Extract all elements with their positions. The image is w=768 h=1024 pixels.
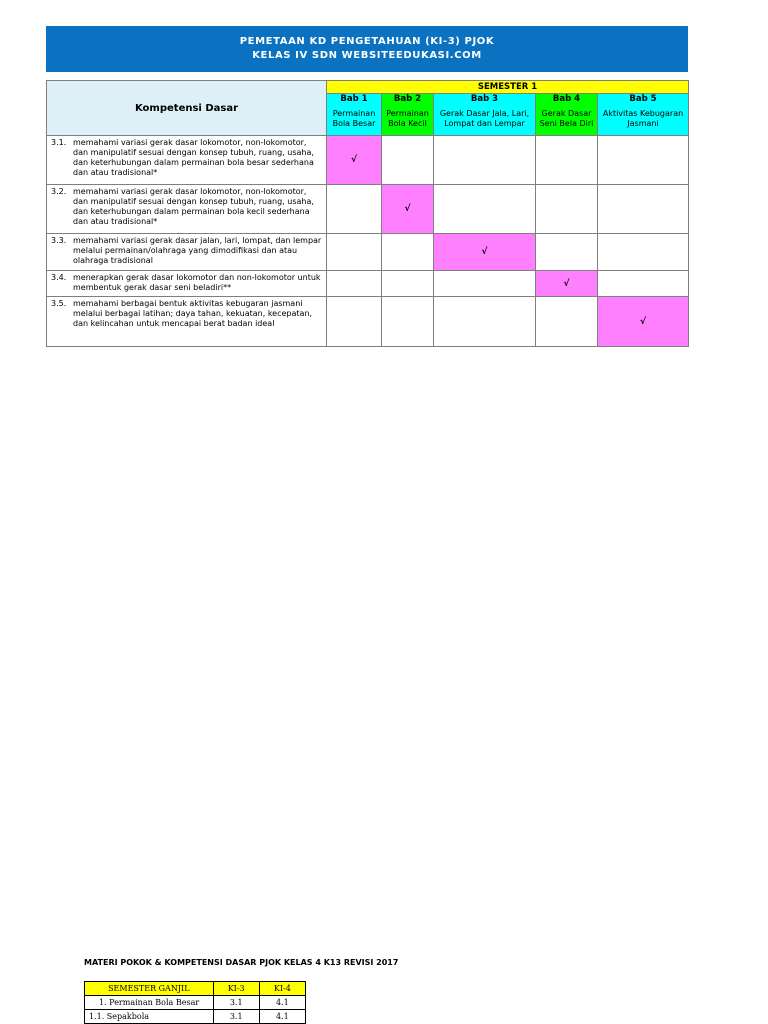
empty-cell — [598, 234, 689, 271]
bab-number: Bab 4 — [552, 94, 581, 104]
bab-number: Bab 1 — [340, 94, 368, 104]
empty-cell — [434, 136, 536, 185]
empty-cell — [382, 136, 434, 185]
empty-cell — [434, 297, 536, 347]
kd-row — [47, 297, 689, 347]
empty-cell — [327, 297, 382, 347]
kd-number: 3.3. — [51, 236, 67, 245]
title-line-2: KELAS IV SDN WEBSITEEDUKASI.COM — [252, 50, 482, 61]
materi-header-cell: KI-4 — [259, 982, 305, 996]
bab-description: Aktivitas Kebugaran Jasmani — [602, 109, 684, 128]
empty-cell — [382, 271, 434, 297]
kd-number: 3.4. — [51, 273, 67, 282]
bab-header-1 — [327, 94, 382, 136]
kd-description-cell — [47, 136, 327, 185]
empty-cell — [327, 271, 382, 297]
semester-header: SEMESTER 1 — [327, 81, 689, 94]
empty-cell — [536, 297, 598, 347]
empty-cell — [327, 185, 382, 234]
kd-description-cell — [47, 297, 327, 347]
materi-header-cell: KI-3 — [213, 982, 259, 996]
check-mark-cell: √ — [382, 185, 434, 234]
bab-header-4 — [536, 94, 598, 136]
kd-number: 3.5. — [51, 299, 67, 308]
kd-text: memahami variasi gerak dasar lokomotor, non-lokomotor, dan manipulatif sesuai dengan konsep tubuh, ruang, usaha, dan keterhubungan dalam permainan bola kecil sederhana dan atau tradisional* — [73, 187, 314, 226]
kd-text: memahami variasi gerak dasar lokomotor, non-lokomotor, dan manipulatif sesuai dengan konsep tubuh, ruang, usaha, dan keterhubungan dalam permainan bola besar sederhana dan atau tradisional* — [73, 138, 314, 177]
empty-cell — [382, 297, 434, 347]
kd-column-header: Kompetensi Dasar — [47, 81, 327, 136]
materi-cell: 4.1 — [259, 1010, 305, 1024]
kd-description-cell — [47, 271, 327, 297]
kd-row — [47, 271, 689, 297]
bab-description: Permainan Bola Kecil — [386, 109, 429, 128]
empty-cell — [382, 234, 434, 271]
empty-cell — [598, 136, 689, 185]
kd-text: memahami variasi gerak dasar jalan, lari, lompat, dan lempar melalui permainan/olahraga yang dimodifikasi dan atau olahraga tradisional — [73, 236, 322, 265]
bab-description: Gerak Dasar Jala, Lari, Lompat dan Lempar — [439, 109, 530, 128]
materi-header-row — [85, 982, 306, 996]
kd-row — [47, 234, 689, 271]
materi-row — [85, 996, 306, 1010]
empty-cell — [598, 271, 689, 297]
materi-cell: 3.1 — [213, 996, 259, 1010]
kd-row — [47, 136, 689, 185]
kd-description-cell — [47, 234, 327, 271]
empty-cell — [434, 271, 536, 297]
materi-row — [85, 1010, 306, 1024]
kd-number: 3.1. — [51, 138, 67, 147]
empty-cell — [536, 136, 598, 185]
materi-cell: 1.1. Sepakbola — [85, 1010, 214, 1024]
materi-header-cell: SEMESTER GANJIL — [85, 982, 214, 996]
empty-cell — [536, 185, 598, 234]
check-mark-cell: √ — [434, 234, 536, 271]
bab-description: Gerak Dasar Seni Bela Diri — [539, 109, 594, 128]
kd-text: memahami berbagai bentuk aktivitas kebugaran jasmani melalui berbagai latihan; daya tahan, kekuatan, kecepatan, dan kelincahan untuk mencapai berat badan ideal — [73, 299, 313, 328]
check-mark-cell: √ — [536, 271, 598, 297]
materi-rows — [85, 996, 306, 1024]
empty-cell — [598, 185, 689, 234]
kd-row — [47, 185, 689, 234]
kd-text: menerapkan gerak dasar lokomotor dan non-lokomotor untuk membentuk gerak dasar seni beladiri** — [73, 273, 321, 292]
bab-number: Bab 5 — [629, 94, 657, 104]
materi-cell: 1. Permainan Bola Besar — [85, 996, 214, 1010]
empty-cell — [434, 185, 536, 234]
materi-title: MATERI POKOK & KOMPETENSI DASAR PJOK KELAS 4 K13 REVISI 2017 — [84, 958, 399, 967]
bab-header-5 — [598, 94, 689, 136]
bab-header-2 — [382, 94, 434, 136]
check-mark-cell: √ — [327, 136, 382, 185]
materi-table — [84, 981, 306, 1024]
kd-description-cell — [47, 185, 327, 234]
check-mark-cell: √ — [598, 297, 689, 347]
kd-rows — [47, 136, 689, 347]
materi-cell: 4.1 — [259, 996, 305, 1010]
bab-header-3 — [434, 94, 536, 136]
empty-cell — [536, 234, 598, 271]
title-line-1: PEMETAAN KD PENGETAHUAN (KI-3) PJOK — [239, 36, 495, 47]
title-banner — [46, 26, 688, 72]
materi-cell: 3.1 — [213, 1010, 259, 1024]
bab-number: Bab 3 — [470, 94, 499, 104]
kd-number: 3.2. — [51, 187, 67, 196]
bab-description: Permainan Bola Besar — [332, 109, 376, 128]
kd-mapping-table — [46, 80, 689, 347]
empty-cell — [327, 234, 382, 271]
bab-number: Bab 2 — [393, 94, 422, 104]
